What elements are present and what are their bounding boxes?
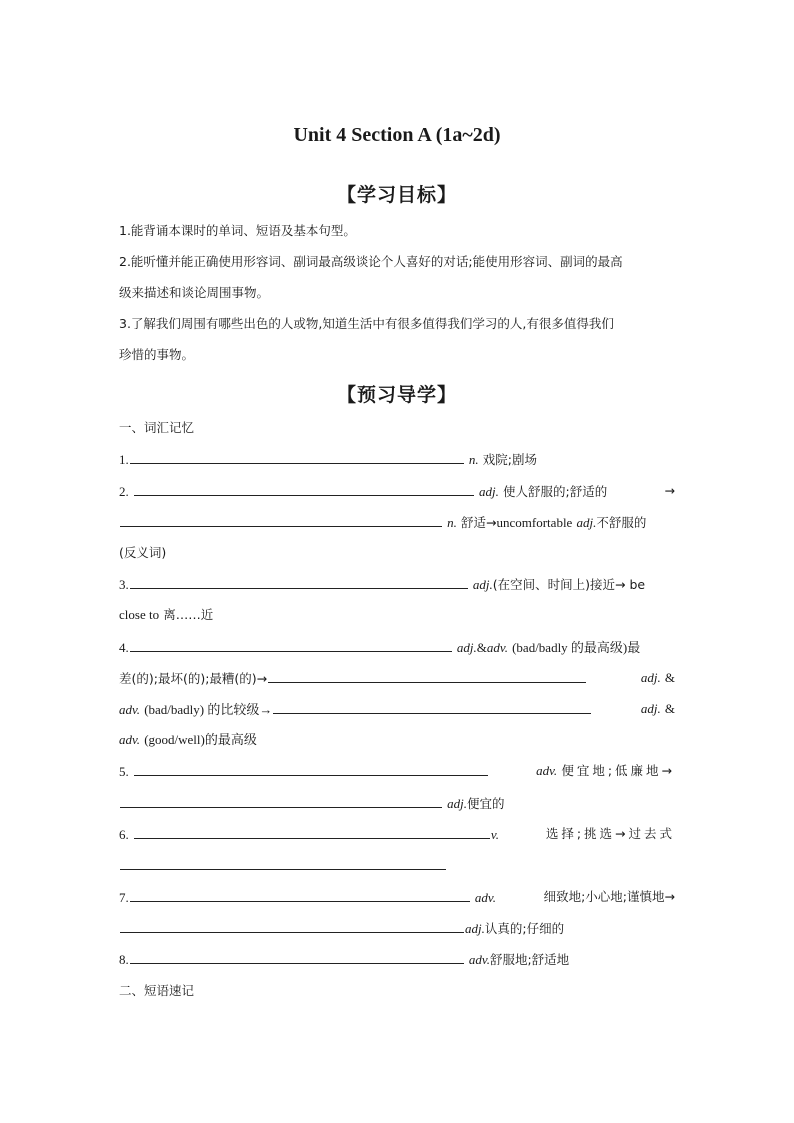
- part-of-speech: adv.: [468, 952, 490, 967]
- ampersand: &: [664, 701, 675, 716]
- definition: (bad/badly 的最高级)最: [512, 640, 641, 655]
- objective-2-line-1: 2.能听懂并能正确使用形容词、副词最高级谈论个人喜好的对话;能使用形容词、副词的最高: [119, 254, 623, 269]
- vocab-item-2: [119, 482, 675, 502]
- vocab-item-6: [119, 825, 675, 845]
- definition: (good/well)的最高级: [144, 732, 257, 747]
- definition: 认真的;仔细的: [484, 921, 565, 936]
- phrases-heading: 二、短语速记: [119, 983, 195, 998]
- answer-blank[interactable]: [120, 919, 464, 933]
- part-of-speech: adv.: [474, 890, 496, 905]
- item-number: 6.: [119, 827, 129, 842]
- definition: (bad/badly) 的比较级→: [144, 702, 273, 717]
- objective-3-line-2: 珍惜的事物。: [119, 347, 195, 362]
- vocab-item-3-cont: [119, 606, 675, 625]
- vocab-item-1: [119, 450, 675, 470]
- vocab-item-5: [119, 762, 675, 782]
- vocab-item-5-cont: [119, 794, 675, 814]
- objectives-heading: 【学习目标】: [336, 184, 457, 206]
- part-of-speech: adv.: [536, 763, 558, 778]
- part-of-speech: adj.: [447, 796, 468, 811]
- answer-blank[interactable]: [268, 669, 586, 683]
- part-of-speech: adj.: [472, 577, 493, 592]
- answer-blank[interactable]: [273, 700, 591, 714]
- definition: 不舒服的: [596, 515, 647, 530]
- definition: 差(的);最坏(的);最糟(的)→: [119, 671, 268, 686]
- objective-2-line-2: 级来描述和谈论周围事物。: [119, 285, 270, 300]
- part-of-speech: adv.: [486, 640, 508, 655]
- item-number: 3.: [119, 577, 129, 592]
- vocab-item-3: [119, 575, 675, 595]
- part-of-speech: adj.: [640, 670, 661, 685]
- vocab-item-2-cont: [119, 513, 675, 533]
- vocab-heading: 一、词汇记忆: [119, 420, 195, 435]
- ampersand: &: [664, 670, 675, 685]
- part-of-speech: n.: [447, 515, 457, 530]
- vocab-item-7: [119, 888, 675, 908]
- definition: 使人舒服的;舒适的: [503, 484, 608, 499]
- part-of-speech: adj.: [479, 484, 499, 499]
- answer-blank[interactable]: [134, 762, 488, 776]
- part-of-speech: n.: [468, 452, 479, 467]
- answer-blank[interactable]: [134, 482, 474, 496]
- part-of-speech: adv.: [119, 702, 141, 717]
- item-number: 7.: [119, 890, 129, 905]
- arrow: →: [664, 483, 675, 498]
- answer-blank[interactable]: [120, 856, 446, 870]
- definition: (在空间、时间上)接近→ be: [492, 577, 646, 592]
- item-number: 5.: [119, 764, 129, 779]
- objective-1: 1.能背诵本课时的单词、短语及基本句型。: [119, 223, 356, 238]
- answer-blank[interactable]: [130, 450, 464, 464]
- objective-3-line-1: 3.了解我们周围有哪些出色的人或物,知道生活中有很多值得我们学习的人,有很多值得我们: [119, 316, 614, 331]
- definition: 舒服地;舒适地: [489, 952, 570, 967]
- definition: 舒适→: [461, 515, 497, 530]
- definition: 便宜地;低廉地→: [561, 763, 675, 778]
- item-number: 2.: [119, 484, 129, 499]
- vocab-item-4: [119, 638, 675, 658]
- vocab-item-4-cont: [119, 669, 675, 689]
- definition: 戏院;剧场: [482, 452, 537, 467]
- part-of-speech: adv.: [119, 732, 141, 747]
- answer-blank[interactable]: [130, 888, 470, 902]
- answer-blank[interactable]: [130, 950, 464, 964]
- definition: 离……近: [163, 607, 214, 622]
- vocab-item-4-cont-3: [119, 731, 675, 750]
- ampersand: &: [476, 640, 487, 655]
- answer-blank[interactable]: [134, 825, 490, 839]
- answer-blank[interactable]: [120, 794, 442, 808]
- vocab-item-8: [119, 950, 675, 970]
- item-number: 4.: [119, 640, 129, 655]
- part-of-speech: adj.: [456, 640, 477, 655]
- item-number: 8.: [119, 952, 129, 967]
- answer-blank[interactable]: [130, 638, 452, 652]
- definition: 选择;挑选→过去式: [545, 826, 675, 841]
- antonym-word: uncomfortable: [496, 515, 573, 530]
- item-number: 1.: [119, 452, 129, 467]
- vocab-item-2-note: (反义词): [119, 545, 167, 560]
- vocab-item-6-cont: [119, 856, 675, 876]
- vocab-item-7-cont: [119, 919, 675, 939]
- preview-heading: 【预习导学】: [336, 384, 457, 406]
- definition: 细致地;小心地;谨慎地→: [543, 889, 675, 904]
- part-of-speech: adj.: [640, 701, 661, 716]
- part-of-speech: adj.: [465, 921, 485, 936]
- page-title: Unit 4 Section A (1a~2d): [293, 124, 501, 146]
- answer-blank[interactable]: [130, 575, 468, 589]
- part-of-speech: v.: [490, 827, 499, 842]
- answer-blank[interactable]: [120, 513, 442, 527]
- part-of-speech: adj.: [576, 515, 597, 530]
- vocab-item-4-cont-2: [119, 700, 675, 720]
- phrase: close to: [119, 607, 160, 622]
- definition: 便宜的: [467, 796, 505, 811]
